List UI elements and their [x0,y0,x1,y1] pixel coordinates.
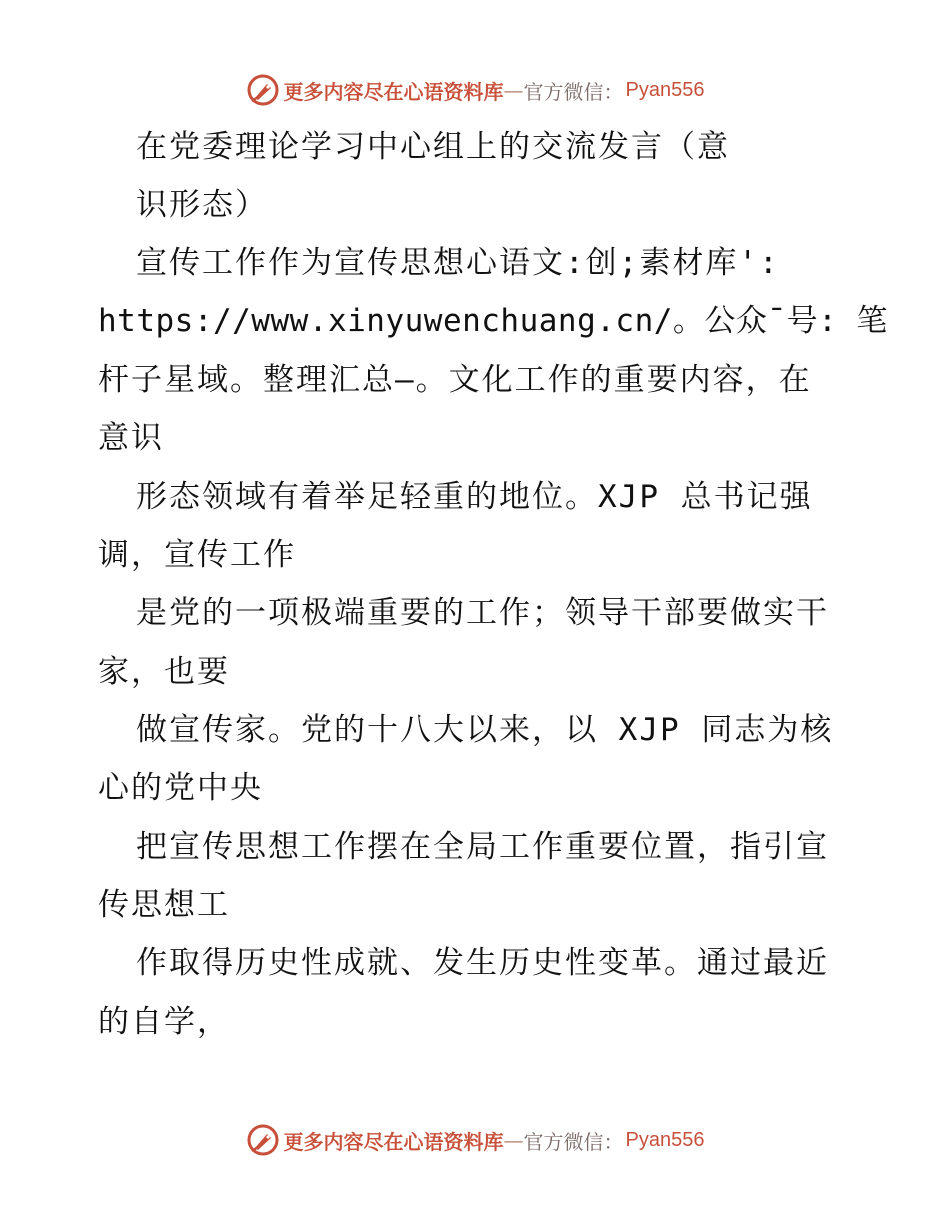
pen-nib-logo-icon [246,73,280,107]
pen-nib-logo-icon [246,1123,280,1157]
paragraph-line: 家，也要 [98,654,230,690]
paragraph-line: 做宣传家。党的十八大以来，以 XJP 同志为核 [136,712,834,748]
banner-brand-text: 更多内容尽在心语资料库 [283,1129,504,1154]
banner-dash: — [503,1128,524,1152]
banner-brand-text: 更多内容尽在心语资料库 [283,79,504,104]
paragraph-line: 调，宣传工作 [98,537,296,573]
paragraph-line: https://www.xinyuwenchuang.cn/。公众¯号: 笔 [98,303,888,339]
paragraph-line: 意识 [98,420,164,456]
paragraph-line: 把宣传思想工作摆在全局工作重要位置，指引宣 [136,829,829,865]
paragraph-line: 宣传工作作为宣传思想心语文:创;素材库': [136,245,780,281]
document-title-line-1: 在党委理论学习中心组上的交流发言（意 [136,129,730,165]
paragraph-line: 的自学， [98,1004,230,1040]
paragraph-line: 杆子星域。整理汇总—。文化工作的重要内容，在 [98,362,812,398]
paragraph-line: 是党的一项极端重要的工作；领导干部要做实干 [136,595,829,631]
banner-wechat-label: 官方微信： [523,79,624,104]
header-watermark-banner [0,70,950,110]
banner-account: Pyan556 [625,78,705,101]
paragraph-line: 作取得历史性成就、发生历史性变革。通过最近 [136,945,829,981]
banner-dash: — [503,78,524,102]
document-title-line-2: 识形态） [136,187,268,223]
footer-watermark-banner [0,1120,950,1160]
paragraph-line: 形态领域有着举足轻重的地位。XJP 总书记强 [136,479,813,515]
banner-account: Pyan556 [625,1128,705,1151]
paragraph-line: 心的党中央 [98,770,263,806]
paragraph-line: 传思想工 [98,887,230,923]
banner-wechat-label: 官方微信： [523,1129,624,1154]
